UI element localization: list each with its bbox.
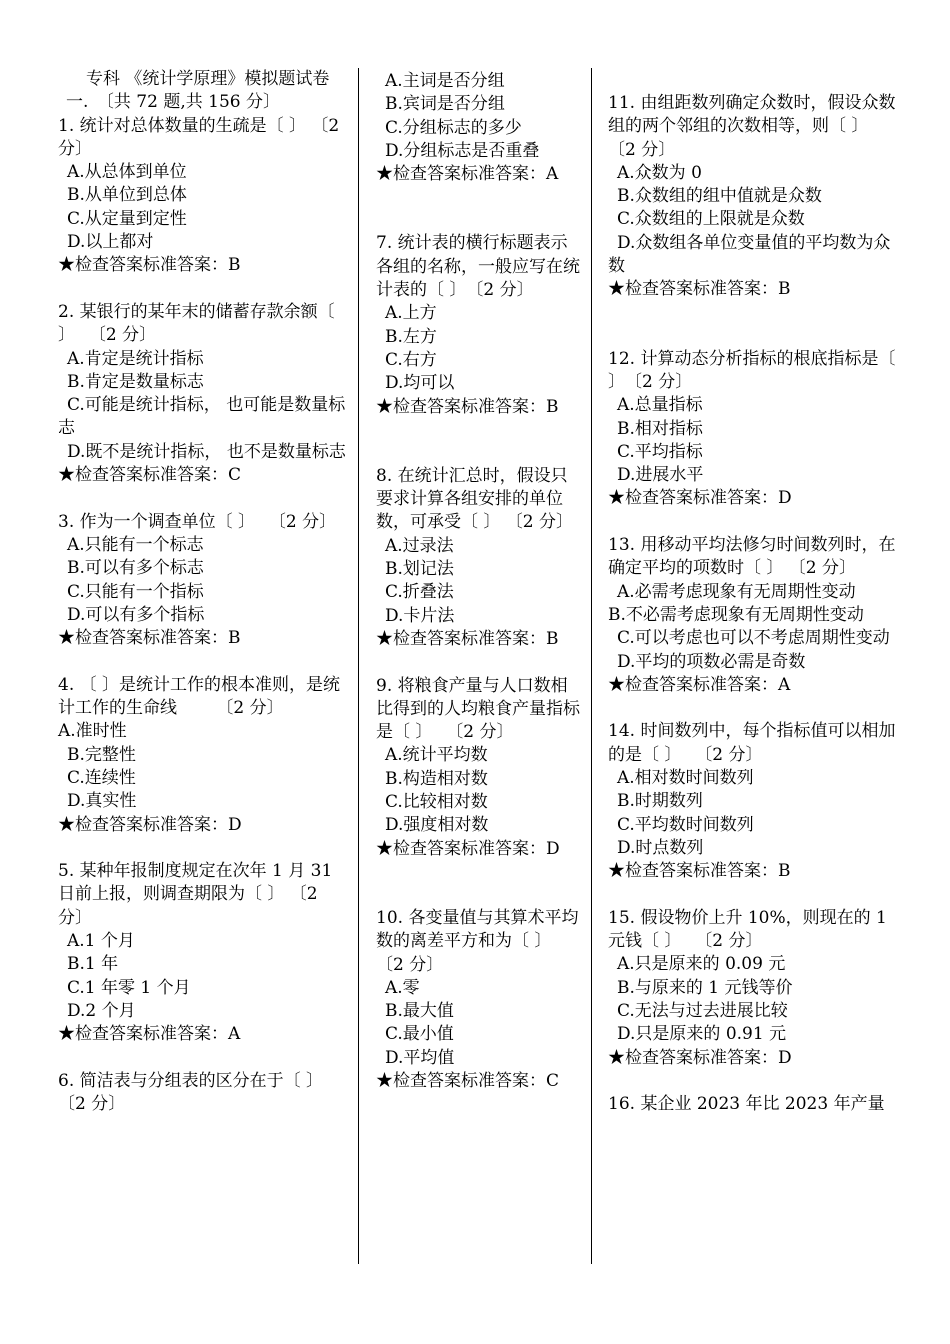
option-a: A.零 (385, 977, 420, 998)
option-c: C.连续性 (67, 767, 136, 788)
question-stem: 4. 〔 〕是统计工作的根本准则，是统计工作的生命线 〔2 分〕 (58, 674, 341, 719)
option-a: A.准时性 (58, 721, 127, 742)
option-d: D.既不是统计指标， 也不是数量标志 (67, 441, 346, 462)
option-b: B.肯定是数量标志 (67, 371, 204, 392)
question-stem: 10. 各变量值与其算术平均数的离差平方和为〔 〕 〔2 分〕 (376, 907, 579, 975)
option-b: B.1 年 (67, 954, 119, 975)
option-b: B.从单位到总体 (67, 185, 187, 206)
question-14 (608, 720, 900, 883)
option-c: C.右方 (385, 349, 437, 370)
option-c: C.折叠法 (385, 582, 454, 603)
answer-line: ★检查答案标准答案：D (58, 814, 242, 835)
section-heading: 一. 〔共 72 题,共 156 分〕 (66, 92, 281, 113)
option-b: B.构造相对数 (385, 768, 488, 789)
question-4 (58, 674, 346, 837)
question-stem: 7. 统计表的横行标题表示各组的名称，一般应写在统计表的〔 〕 〔2 分〕 (376, 233, 580, 301)
question-16 (608, 1093, 900, 1116)
option-c: C.从定量到定性 (67, 208, 187, 229)
column-divider (591, 68, 592, 1264)
question-stem: 8. 在统计汇总时，假设只要求计算各组安排的单位数，可承受〔 〕 〔2 分〕 (376, 465, 574, 533)
option-c: C.可能是统计指标， 也可能是数量标志 (58, 395, 346, 439)
answer-line: ★检查答案标准答案：A (608, 674, 791, 695)
column-2 (376, 70, 580, 1093)
option-a: A.必需考虑现象有无周期性变动 (617, 581, 856, 602)
option-b: B.完整性 (67, 744, 136, 765)
option-a: A.过录法 (385, 535, 454, 556)
answer-line: ★检查答案标准答案：B (608, 861, 791, 882)
option-d: D.卡片法 (385, 605, 455, 626)
option-a: A.从总体到单位 (67, 162, 187, 183)
option-b: B.众数组的组中值就是众数 (617, 186, 822, 207)
question-11 (608, 92, 900, 302)
option-b: B.不必需考虑现象有无周期性变动 (608, 604, 864, 625)
question-10 (376, 907, 580, 1093)
answer-line: ★检查答案标准答案：B (376, 396, 559, 417)
answer-line: ★检查答案标准答案：B (58, 255, 241, 276)
option-b: B.划记法 (385, 559, 454, 580)
option-c: C.1 年零 1 个月 (67, 977, 191, 998)
option-a: A.只能有一个标志 (67, 534, 204, 555)
question-7 (376, 232, 580, 418)
answer-line: ★检查答案标准答案：C (376, 1070, 560, 1091)
option-d: D.时点数列 (617, 837, 704, 858)
option-d: D.真实性 (67, 791, 137, 812)
option-d: D.强度相对数 (385, 815, 489, 836)
question-6-options (376, 70, 580, 186)
option-a: A.统计平均数 (385, 745, 488, 766)
option-a: A.众数为 0 (617, 162, 702, 183)
option-a: A.只是原来的 0.09 元 (617, 954, 786, 975)
option-d: D.只是原来的 0.91 元 (617, 1024, 787, 1045)
option-b: B.时期数列 (617, 791, 703, 812)
option-c: C.最小值 (385, 1024, 454, 1045)
option-d: D.平均值 (385, 1047, 455, 1068)
question-5 (58, 860, 346, 1046)
answer-line: ★检查答案标准答案：C (58, 465, 242, 486)
question-stem: 13. 用移动平均法修匀时间数列时，在确定平均的项数时〔 〕 〔2 分〕 (608, 535, 896, 579)
option-a: A.1 个月 (67, 930, 135, 951)
option-d: D.进展水平 (617, 465, 704, 486)
option-b: B.最大值 (385, 1001, 454, 1022)
option-c: C.可以考虑也可以不考虑周期性变动 (617, 628, 890, 649)
question-1 (58, 115, 346, 278)
question-stem: 14. 时间数列中，每个指标值可以相加的是〔 〕 〔2 分〕 (608, 721, 896, 765)
option-c: C.平均数时间数列 (617, 814, 754, 835)
option-c: C.众数组的上限就是众数 (617, 209, 805, 230)
option-c: C.无法与过去进展比较 (617, 1000, 788, 1021)
question-stem: 15. 假设物价上升 10%，则现在的 1 元钱〔 〕 〔2 分〕 (608, 907, 887, 952)
option-a: A.上方 (385, 303, 437, 324)
column-divider (358, 68, 359, 1264)
answer-line: ★检查答案标准答案：D (608, 1047, 792, 1068)
column-3 (608, 92, 900, 1116)
option-d: D.2 个月 (67, 1000, 136, 1021)
question-12 (608, 348, 900, 511)
question-3 (58, 511, 346, 651)
question-stem: 1. 统计对总体数量的生疏是〔 〕 〔2 分〕 (58, 115, 340, 159)
question-stem: 11. 由组距数列确定众数时，假设众数组的两个邻组的次数相等，则〔 〕 〔2 分〕 (608, 93, 896, 160)
question-13 (608, 534, 900, 697)
option-d: D.均可以 (385, 373, 455, 394)
question-stem: 9. 将粮食产量与人口数相比得到的人均粮食产量指标是〔 〕 〔2 分〕 (376, 675, 580, 743)
question-15 (608, 907, 900, 1070)
answer-line: ★检查答案标准答案：A (376, 164, 559, 185)
option-c: C.平均指标 (617, 441, 703, 462)
answer-line: ★检查答案标准答案：D (376, 838, 560, 859)
option-d: D.众数组各单位变量值的平均数为众数 (608, 232, 891, 277)
answer-line: ★检查答案标准答案：D (608, 488, 792, 509)
option-c: C.分组标志的多少 (385, 117, 522, 138)
option-d: D.可以有多个指标 (67, 604, 205, 625)
option-b: B.可以有多个标志 (67, 558, 204, 579)
exam-title: 专科 《统计学原理》模拟题试卷 (86, 69, 330, 89)
question-6-stem (58, 1070, 346, 1117)
option-d: D.分组标志是否重叠 (385, 140, 540, 161)
option-a: A.肯定是统计指标 (67, 348, 204, 369)
answer-line: ★检查答案标准答案：B (608, 279, 791, 300)
option-c: C.只能有一个指标 (67, 581, 204, 602)
question-2 (58, 301, 346, 487)
question-stem: 5. 某种年报制度规定在次年 1 月 31 日前上报，则调查期限为〔 〕 〔2 分〕 (58, 861, 333, 928)
answer-line: ★检查答案标准答案：B (58, 628, 241, 649)
option-c: C.比较相对数 (385, 792, 488, 813)
question-stem: 6. 简洁表与分组表的区分在于〔 〕 〔2 分〕 (58, 1070, 324, 1115)
column-1 (58, 62, 346, 1116)
option-a: A.总量指标 (617, 395, 703, 416)
option-b: B.左方 (385, 326, 437, 347)
answer-line: ★检查答案标准答案：A (58, 1024, 241, 1045)
option-a: A.相对数时间数列 (617, 768, 754, 789)
question-stem: 16. 某企业 2023 年比 2023 年产量 (608, 1094, 885, 1115)
option-b: B.宾词是否分组 (385, 94, 505, 115)
option-b: B.相对指标 (617, 418, 703, 439)
option-b: B.与原来的 1 元钱等价 (617, 977, 793, 998)
option-d: D.平均的项数必需是奇数 (617, 651, 806, 672)
option-d: D.以上都对 (67, 232, 154, 253)
question-stem: 3. 作为一个调查单位〔 〕 〔2 分〕 (58, 511, 337, 532)
question-stem: 2. 某银行的某年末的储蓄存款余额〔 〕 〔2 分〕 (58, 301, 335, 346)
question-stem: 12. 计算动态分析指标的根底指标是〔 〕 〔2 分〕 (608, 348, 896, 392)
answer-line: ★检查答案标准答案：B (376, 628, 559, 649)
question-9 (376, 675, 580, 861)
question-8 (376, 465, 580, 651)
option-a: A.主词是否分组 (385, 71, 505, 91)
